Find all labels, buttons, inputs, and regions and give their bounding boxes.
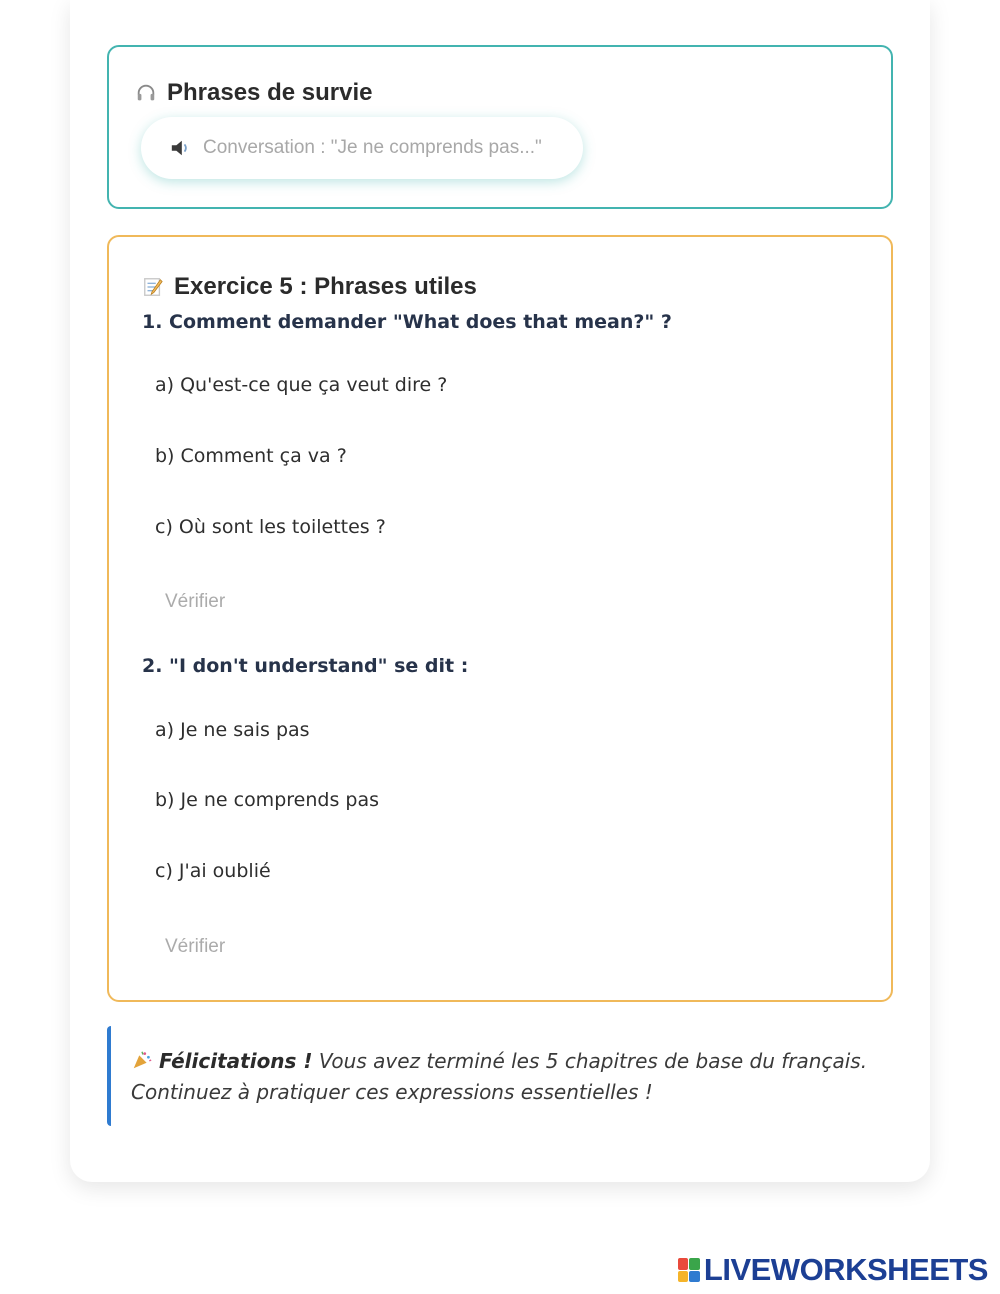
congratulations-heading: Félicitations ! [159,1049,313,1073]
question-1: 1. Comment demander "What does that mean?" ? [142,311,672,333]
q2-verify-button[interactable]: Vérifier [165,936,226,957]
speaker-icon [169,138,191,158]
survival-title [135,79,372,107]
q1-option-b[interactable]: b) Comment ça va ? [155,445,347,467]
survival-phrases-section [107,45,893,209]
memo-icon [142,276,164,298]
liveworksheets-logo-icon [678,1258,700,1282]
exercise-section [107,235,893,1002]
q1-option-c[interactable]: c) Où sont les toilettes ? [155,516,386,538]
exercise-title-text: Exercice 5 : Phrases utiles [174,273,477,300]
q2-option-c[interactable]: c) J'ai oublié [155,860,271,882]
audio-play-button[interactable] [141,117,583,179]
liveworksheets-brand [678,1252,988,1288]
party-popper-icon [131,1049,153,1071]
congratulations-text: Vous avez terminé les 5 chapitres de base du français. Continuez à pratiquer ces expressions essentielles ! [131,1049,868,1104]
q1-verify-button[interactable]: Vérifier [165,591,226,612]
audio-label: Conversation : "Je ne comprends pas..." [203,137,542,158]
question-2: 2. "I don't understand" se dit : [142,655,469,677]
congratulations-note [107,1026,893,1126]
q2-option-b[interactable]: b) Je ne comprends pas [155,789,379,811]
q1-option-a[interactable]: a) Qu'est-ce que ça veut dire ? [155,374,448,396]
brand-name: LIVEWORKSHEETS [703,1252,988,1287]
survival-title-text: Phrases de survie [167,79,373,106]
q2-option-a[interactable]: a) Je ne sais pas [155,719,310,741]
exercise-title [142,273,477,301]
headphones-icon [135,82,157,104]
